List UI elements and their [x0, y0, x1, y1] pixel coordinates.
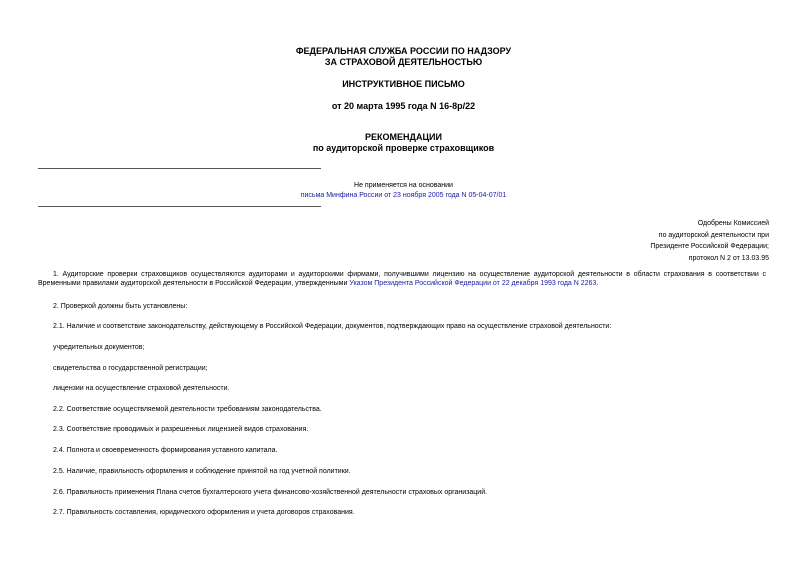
agency-name-line-2: ЗА СТРАХОВОЙ ДЕЯТЕЛЬНОСТЬЮ [324, 57, 483, 67]
paragraph-2-3: 2.3. Соответствие проводимых и разрешенных лицензией видов страхования. [53, 426, 309, 433]
paragraph-2-4: 2.4. Полнота и своевременность формирования уставного капитала. [53, 447, 278, 454]
list-item-founding-docs: учредительных документов; [53, 344, 145, 351]
approval-line-2: по аудиторской деятельности при [658, 231, 769, 239]
divider-top [38, 168, 321, 169]
approval-line-3: Президенте Российской Федерации; [650, 243, 769, 250]
notice-text: Не применяется на основании [354, 182, 453, 189]
paragraph-1-end: . [596, 280, 599, 287]
document-subtitle: по аудиторской проверке страховщиков [312, 143, 495, 153]
list-item-registration: свидетельства о государственной регистрации; [53, 365, 208, 372]
approval-line-4: протокол N 2 от 13.03.95 [688, 254, 769, 262]
decree-link[interactable]: Указом Президента Российской Федерации от 22 декабря 1993 года N 2263 [349, 280, 597, 287]
approval-line-1: Одобрены Комиссией [697, 220, 769, 227]
notice-link-row [0, 191, 807, 200]
paragraph-2-5: 2.5. Наличие, правильность оформления и соблюдение принятой на год учетной политики. [53, 468, 351, 475]
approval-block [650, 218, 769, 264]
document-title: РЕКОМЕНДАЦИИ [365, 132, 442, 142]
paragraph-2-1: 2.1. Наличие и соответствие законодательству, действующему в Российской Федерации, документов, подтверждающих право на осуществление страховой деятельности: [53, 323, 612, 330]
list-item-license: лицензии на осуществление страховой деятельности. [53, 385, 230, 392]
paragraph-1-text: 1. Аудиторские проверки страховщиков осуществляются аудиторами и аудиторскими фирмами, получившими лицензию на осуществление аудиторской деятельности в области страхования в соответствии с Временными правилами аудиторской деятельности в Российской Федерации, утвержденными [38, 271, 766, 287]
agency-name-line-1: ФЕДЕРАЛЬНАЯ СЛУЖБА РОССИИ ПО НАДЗОРУ [295, 46, 512, 56]
paragraph-2: 2. Проверкой должны быть установлены: [53, 303, 188, 310]
paragraph-2-6: 2.6. Правильность применения Плана счетов бухгалтерского учета финансово-хозяйственной деятельности страховых организаций. [53, 489, 488, 496]
document-type: ИНСТРУКТИВНОЕ ПИСЬМО [342, 79, 465, 89]
divider-bottom [38, 206, 321, 207]
paragraph-2-2: 2.2. Соответствие осуществляемой деятельности требованиям законодательства. [53, 406, 322, 413]
document-date: от 20 марта 1995 года N 16-8р/22 [331, 101, 476, 111]
paragraph-1 [38, 270, 766, 288]
notice-link[interactable]: письма Минфина России от 23 ноября 2005 года N 05-04-07/01 [300, 192, 507, 199]
paragraph-2-7: 2.7. Правильность составления, юридического оформления и учета договоров страхования. [53, 509, 355, 516]
